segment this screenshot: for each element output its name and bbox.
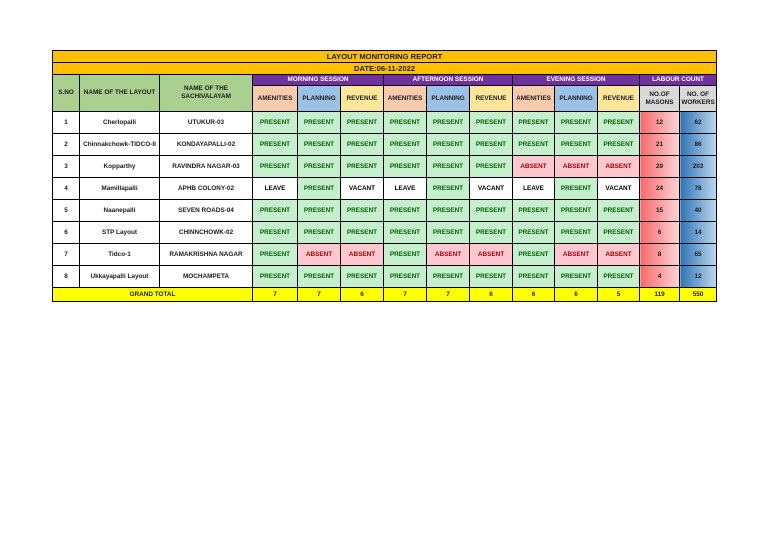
morning-session-header: MORNING SESSION — [253, 75, 384, 86]
masons-count: 12 — [640, 112, 680, 134]
morning-amenities-status: LEAVE — [253, 178, 298, 200]
report-title: LAYOUT MONITORING REPORT — [53, 51, 717, 63]
morning-revenue-status: PRESENT — [341, 266, 384, 288]
morning-revenue-status: VACANT — [341, 178, 384, 200]
sno-cell: 3 — [53, 156, 80, 178]
morning-amenities-status: PRESENT — [253, 134, 298, 156]
sno-cell: 4 — [53, 178, 80, 200]
morning-revenue-header: REVENUE — [341, 86, 384, 112]
masons-count: 4 — [640, 266, 680, 288]
morning-revenue-status: PRESENT — [341, 200, 384, 222]
layout-header: NAME OF THE LAYOUT — [80, 75, 160, 112]
afternoon-amenities-status: PRESENT — [384, 266, 427, 288]
evening-revenue-status: ABSENT — [598, 156, 640, 178]
afternoon-revenue-status: PRESENT — [470, 266, 513, 288]
evening-amenities-header: AMENITIES — [513, 86, 555, 112]
morning-planning-status: PRESENT — [298, 266, 341, 288]
evening-amenities-status: ABSENT — [513, 156, 555, 178]
afternoon-planning-status: PRESENT — [427, 112, 470, 134]
morning-planning-header: PLANNING — [298, 86, 341, 112]
morning-revenue-status: PRESENT — [341, 156, 384, 178]
evening-planning-status: PRESENT — [555, 112, 598, 134]
workers-count: 62 — [680, 112, 717, 134]
evening-revenue-status: ABSENT — [598, 244, 640, 266]
morning-planning-status: PRESENT — [298, 156, 341, 178]
afternoon-planning-status: PRESENT — [427, 200, 470, 222]
morning-planning-status: PRESENT — [298, 222, 341, 244]
afternoon-revenue-total: 6 — [470, 288, 513, 302]
morning-amenities-header: AMENITIES — [253, 86, 298, 112]
table-row — [53, 222, 717, 244]
evening-revenue-total: 5 — [598, 288, 640, 302]
evening-session-header: EVENING SESSION — [513, 75, 640, 86]
afternoon-planning-status: PRESENT — [427, 266, 470, 288]
sno-cell: 5 — [53, 200, 80, 222]
evening-revenue-header: REVENUE — [598, 86, 640, 112]
masons-header: NO.OF MASONS — [640, 86, 680, 112]
morning-planning-status: PRESENT — [298, 112, 341, 134]
layout-name-cell: STP Layout — [80, 222, 160, 244]
afternoon-revenue-status: VACANT — [470, 178, 513, 200]
masons-count: 8 — [640, 244, 680, 266]
afternoon-revenue-header: REVENUE — [470, 86, 513, 112]
morning-revenue-status: PRESENT — [341, 222, 384, 244]
morning-revenue-status: PRESENT — [341, 134, 384, 156]
evening-planning-status: PRESENT — [555, 200, 598, 222]
morning-amenities-status: PRESENT — [253, 244, 298, 266]
evening-amenities-status: PRESENT — [513, 134, 555, 156]
evening-amenities-status: PRESENT — [513, 200, 555, 222]
sachivalayam-cell: APHB COLONY-02 — [160, 178, 253, 200]
workers-count: 14 — [680, 222, 717, 244]
evening-revenue-status: PRESENT — [598, 222, 640, 244]
evening-revenue-status: PRESENT — [598, 112, 640, 134]
report-title-row — [53, 51, 717, 63]
morning-amenities-status: PRESENT — [253, 200, 298, 222]
masons-count: 6 — [640, 222, 680, 244]
afternoon-amenities-status: PRESENT — [384, 156, 427, 178]
evening-revenue-status: PRESENT — [598, 134, 640, 156]
workers-count: 65 — [680, 244, 717, 266]
morning-amenities-status: PRESENT — [253, 266, 298, 288]
evening-revenue-status: VACANT — [598, 178, 640, 200]
sno-cell: 7 — [53, 244, 80, 266]
evening-planning-status: ABSENT — [555, 244, 598, 266]
afternoon-planning-header: PLANNING — [427, 86, 470, 112]
layout-name-cell: Tidco-1 — [80, 244, 160, 266]
afternoon-revenue-status: ABSENT — [470, 244, 513, 266]
afternoon-amenities-status: PRESENT — [384, 200, 427, 222]
sno-cell: 8 — [53, 266, 80, 288]
evening-amenities-status: PRESENT — [513, 112, 555, 134]
session-header-row — [53, 75, 717, 86]
morning-planning-status: PRESENT — [298, 178, 341, 200]
labour-count-header: LABOUR COUNT — [640, 75, 717, 86]
afternoon-amenities-status: PRESENT — [384, 112, 427, 134]
afternoon-amenities-status: PRESENT — [384, 134, 427, 156]
sachivalayam-cell: KONDAYAPALLI-02 — [160, 134, 253, 156]
afternoon-revenue-status: PRESENT — [470, 156, 513, 178]
sachivalayam-cell: SEVEN ROADS-04 — [160, 200, 253, 222]
afternoon-amenities-status: PRESENT — [384, 222, 427, 244]
afternoon-planning-status: PRESENT — [427, 156, 470, 178]
evening-revenue-status: PRESENT — [598, 266, 640, 288]
masons-count: 21 — [640, 134, 680, 156]
evening-planning-status: PRESENT — [555, 134, 598, 156]
evening-planning-total: 6 — [555, 288, 598, 302]
sno-cell: 6 — [53, 222, 80, 244]
sno-header: S.NO — [53, 75, 80, 112]
masons-count: 24 — [640, 178, 680, 200]
table-row — [53, 134, 717, 156]
workers-count: 40 — [680, 200, 717, 222]
workers-count: 12 — [680, 266, 717, 288]
sachivalayam-cell: RAVINDRA NAGAR-03 — [160, 156, 253, 178]
afternoon-amenities-header: AMENITIES — [384, 86, 427, 112]
evening-planning-status: PRESENT — [555, 222, 598, 244]
layout-name-cell: Kopparthy — [80, 156, 160, 178]
afternoon-revenue-status: PRESENT — [470, 112, 513, 134]
afternoon-amenities-status: PRESENT — [384, 244, 427, 266]
evening-amenities-status: PRESENT — [513, 244, 555, 266]
morning-amenities-total: 7 — [253, 288, 298, 302]
evening-amenities-status: LEAVE — [513, 178, 555, 200]
afternoon-planning-status: ABSENT — [427, 244, 470, 266]
sachivalayam-cell: CHINNCHOWK-02 — [160, 222, 253, 244]
evening-planning-status: PRESENT — [555, 266, 598, 288]
table-row — [53, 200, 717, 222]
morning-revenue-status: ABSENT — [341, 244, 384, 266]
sachivalayam-cell: MOCHAMPETA — [160, 266, 253, 288]
sachivalayam-header: NAME OF THE SACHIVALAYAM — [160, 75, 253, 112]
afternoon-amenities-total: 7 — [384, 288, 427, 302]
sno-cell: 1 — [53, 112, 80, 134]
afternoon-revenue-status: PRESENT — [470, 200, 513, 222]
evening-planning-status: ABSENT — [555, 156, 598, 178]
report-date-row — [53, 63, 717, 75]
layout-name-cell: Ukkayapalli Layout — [80, 266, 160, 288]
masons-count: 29 — [640, 156, 680, 178]
table-row — [53, 112, 717, 134]
layout-name-cell: Cherlopalli — [80, 112, 160, 134]
afternoon-planning-status: PRESENT — [427, 134, 470, 156]
morning-revenue-total: 6 — [341, 288, 384, 302]
morning-amenities-status: PRESENT — [253, 112, 298, 134]
layout-name-cell: Naanepalli — [80, 200, 160, 222]
report-date: DATE:06-11-2022 — [53, 63, 717, 75]
evening-amenities-status: PRESENT — [513, 266, 555, 288]
afternoon-planning-status: PRESENT — [427, 222, 470, 244]
layout-name-cell: Mamillapalli — [80, 178, 160, 200]
afternoon-amenities-status: LEAVE — [384, 178, 427, 200]
table-row — [53, 266, 717, 288]
masons-count: 15 — [640, 200, 680, 222]
grand-total-row — [53, 288, 717, 302]
sachivalayam-cell: UTUKUR-03 — [160, 112, 253, 134]
workers-header: NO. OF WORKERS — [680, 86, 717, 112]
morning-planning-total: 7 — [298, 288, 341, 302]
morning-planning-status: PRESENT — [298, 134, 341, 156]
evening-amenities-total: 6 — [513, 288, 555, 302]
morning-planning-status: ABSENT — [298, 244, 341, 266]
evening-revenue-status: PRESENT — [598, 200, 640, 222]
afternoon-revenue-status: PRESENT — [470, 222, 513, 244]
masons-total: 119 — [640, 288, 680, 302]
layout-monitoring-table — [52, 50, 717, 302]
evening-amenities-status: PRESENT — [513, 222, 555, 244]
afternoon-planning-status: PRESENT — [427, 178, 470, 200]
table-row — [53, 244, 717, 266]
afternoon-session-header: AFTERNOON SESSION — [384, 75, 513, 86]
grand-total-label: GRAND TOTAL — [53, 288, 253, 302]
morning-revenue-status: PRESENT — [341, 112, 384, 134]
evening-planning-header: PLANNING — [555, 86, 598, 112]
afternoon-revenue-status: PRESENT — [470, 134, 513, 156]
sachivalayam-cell: RAMAKRISHNA NAGAR — [160, 244, 253, 266]
workers-count: 203 — [680, 156, 717, 178]
workers-count: 78 — [680, 178, 717, 200]
workers-total: 550 — [680, 288, 717, 302]
table-row — [53, 156, 717, 178]
morning-planning-status: PRESENT — [298, 200, 341, 222]
afternoon-planning-total: 7 — [427, 288, 470, 302]
layout-name-cell: Chinnakchowk-TIDCO-II — [80, 134, 160, 156]
workers-count: 86 — [680, 134, 717, 156]
sno-cell: 2 — [53, 134, 80, 156]
evening-planning-status: PRESENT — [555, 178, 598, 200]
morning-amenities-status: PRESENT — [253, 156, 298, 178]
morning-amenities-status: PRESENT — [253, 222, 298, 244]
table-row — [53, 178, 717, 200]
